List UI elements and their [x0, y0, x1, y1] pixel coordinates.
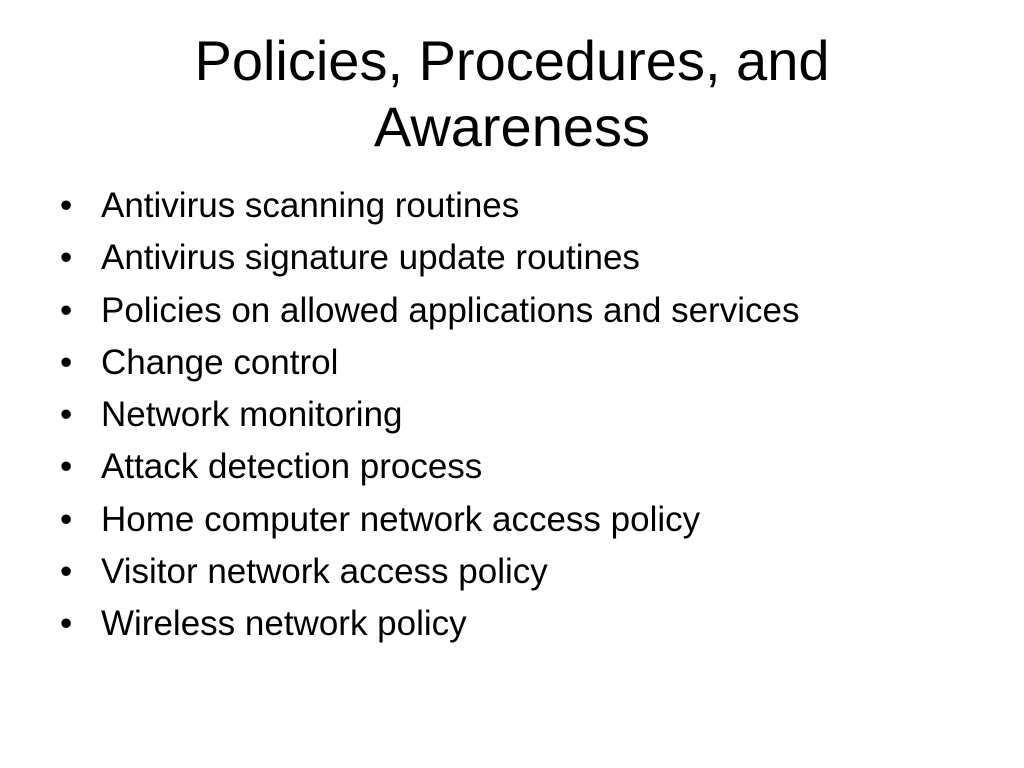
bullet-text: Network monitoring: [101, 395, 403, 435]
bullet-text: Antivirus signature update routines: [101, 238, 640, 278]
bullet-item: [60, 546, 980, 598]
bullet-dot-icon: •: [60, 604, 73, 644]
bullet-dot-icon: •: [60, 290, 73, 330]
bullet-item: [60, 337, 980, 389]
bullet-text: Home computer network access policy: [101, 499, 701, 539]
bullet-item: [60, 598, 980, 650]
bullet-dot-icon: •: [60, 447, 73, 487]
bullet-item: [60, 494, 980, 546]
bullet-item: [60, 232, 980, 284]
bullet-text: Change control: [101, 342, 339, 382]
bullet-item: [60, 441, 980, 493]
bullet-text: Visitor network access policy: [101, 552, 548, 592]
bullet-dot-icon: •: [60, 395, 73, 435]
bullet-text: Policies on allowed applications and services: [101, 290, 800, 330]
slide-title-line-1: Policies, Procedures, and: [194, 29, 830, 92]
bullet-list: [60, 180, 980, 651]
bullet-item: [60, 389, 980, 441]
bullet-text: Attack detection process: [101, 447, 483, 487]
bullet-text: Antivirus scanning routines: [101, 186, 520, 225]
bullet-item: [60, 285, 980, 337]
slide-title-line-2: Awareness: [373, 95, 650, 158]
bullet-item: [60, 180, 980, 232]
bullet-dot-icon: •: [60, 499, 73, 539]
bullet-dot-icon: •: [60, 342, 73, 382]
bullet-dot-icon: •: [60, 186, 73, 225]
bullet-text: Wireless network policy: [101, 604, 467, 644]
bullet-dot-icon: •: [60, 552, 73, 592]
slide-title: [60, 28, 964, 160]
bullet-dot-icon: •: [60, 238, 73, 278]
